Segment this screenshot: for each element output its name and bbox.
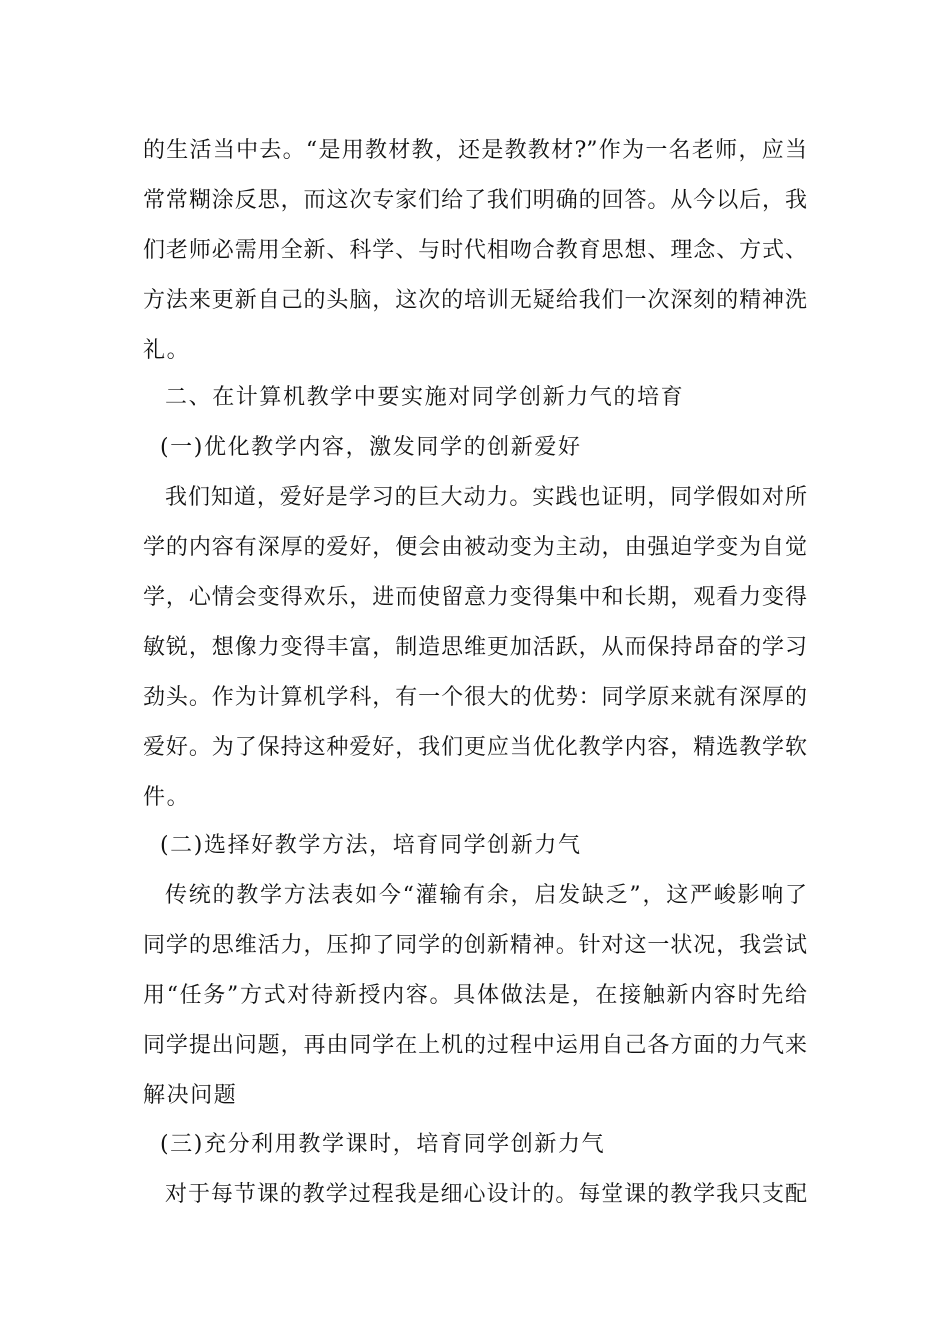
text-line: 的生活当中去。“是用教材教，还是教教材?”作为一名老师，应当 <box>143 138 807 163</box>
subsection-heading: (二)选择好教学方法，培育同学创新力气 <box>160 833 582 858</box>
text-line: 同学的思维活力，压抑了同学的创新精神。针对这一状况，我尝试 <box>143 933 807 958</box>
subsection-heading: (一)优化教学内容，激发同学的创新爱好 <box>160 435 582 460</box>
text-line: 传统的教学方法表如今“灌输有余，启发缺乏”，这严峻影响了 <box>165 883 807 908</box>
text-line: 同学提出问题，再由同学在上机的过程中运用自己各方面的力气来 <box>143 1033 807 1058</box>
text-line: 学的内容有深厚的爱好，便会由被动变为主动，由强迫学变为自觉 <box>143 535 807 560</box>
subsection-heading: (三)充分利用教学课时，培育同学创新力气 <box>160 1132 606 1157</box>
text-line: 用“任务”方式对待新授内容。具体做法是，在接触新内容时先给 <box>143 983 807 1008</box>
text-line: 爱好。为了保持这种爱好，我们更应当优化教学内容，精选教学软 <box>143 735 807 760</box>
text-line: 们老师必需用全新、科学、与时代相吻合教育思想、理念、方式、 <box>143 238 807 263</box>
text-line: 学，心情会变得欢乐，进而使留意力变得集中和长期，观看力变得 <box>143 585 807 610</box>
text-line: 常常糊涂反思，而这次专家们给了我们明确的回答。从今以后，我 <box>143 188 807 213</box>
text-line: 对于每节课的教学过程我是细心设计的。每堂课的教学我只支配 <box>165 1182 807 1207</box>
text-line: 解决问题 <box>143 1083 238 1108</box>
text-line: 礼。 <box>143 338 191 363</box>
text-line: 我们知道，爱好是学习的巨大动力。实践也证明，同学假如对所 <box>165 485 807 510</box>
text-line: 方法来更新自己的头脑，这次的培训无疑给我们一次深刻的精神洗 <box>143 288 807 313</box>
text-line: 敏锐，想像力变得丰富，制造思维更加活跃，从而保持昂奋的学习 <box>143 635 807 660</box>
text-line: 劲头。作为计算机学科，有一个很大的优势：同学原来就有深厚的 <box>143 685 807 710</box>
section-heading: 二、在计算机教学中要实施对同学创新力气的培育 <box>165 385 685 410</box>
text-line: 件。 <box>143 785 191 810</box>
